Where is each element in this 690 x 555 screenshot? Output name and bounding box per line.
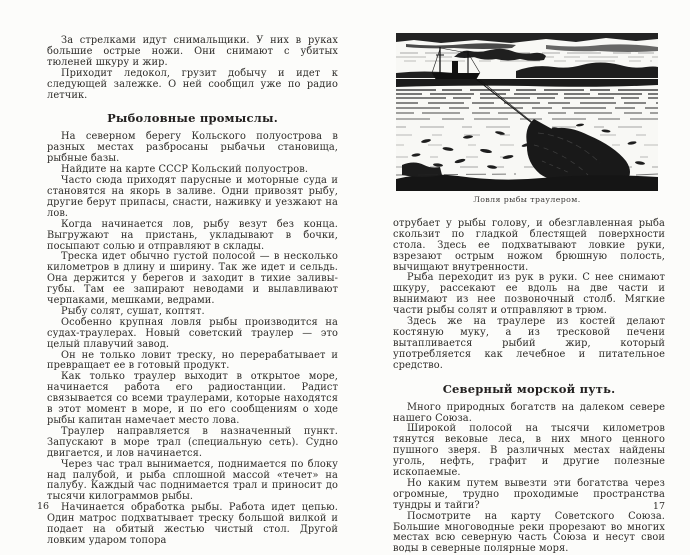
paragraph: За стрелками идут снимальщики. У них в руках большие острые ножи. Они снимают с убитых тюленей шкуру и жир. <box>47 35 338 68</box>
section-heading-fishing: Рыболовные промыслы. <box>107 111 278 126</box>
page-number-left: 16 <box>37 501 50 512</box>
paragraph: Он не только ловит треску, но перерабатывает и превращает ее в готовый продукт. <box>47 349 338 372</box>
left-body-text <box>47 132 338 546</box>
paragraph: Треска идет обычно густой полосой — в несколько километров в длину и ширину. Так же идет и сельдь. Она держится у берегов и заходит в тихие заливы-губы. Там ее запирают неводами и вылавливают черпаками, мешками, ведрами. <box>47 251 338 307</box>
paragraph: Посмотрите на карту Советского Союза. Большие многоводные реки прорезают во многих местах всю северную часть Союза и несут свои воды в северные полярные моря. <box>393 510 665 555</box>
paragraph: Часто сюда приходят парусные и моторные суда и становятся на якорь в заливе. Одни привозят рыбу, другие берут припасы, снасти, наживку и уезжают на лов. <box>47 175 338 219</box>
paragraph: Но каким путем вывезти эти богатства через огромные, трудно проходимые пространства тундры и тайги? <box>393 477 665 511</box>
paragraph: Приходит ледокол, грузит добычу и идет к следующей залежке. О ней сообщил уже по радио летчик. <box>47 67 338 101</box>
paragraph: Много природных богатств на далеком севере нашего Союза. <box>393 401 665 424</box>
paragraph: На северном берегу Кольского полуострова в разных местах разбросаны рыбачьи становища, рыбные базы. <box>47 131 338 165</box>
paragraph: Как только траулер выходит в открытое море, начинается работа его радиостанции. Радист связывается со всеми траулерами, которые находятся в этот момент в море, и по его сообщениям о ходе рыбы капитан намечает место лова. <box>47 371 338 426</box>
trawler-illustration <box>396 33 658 191</box>
page-number-right: 17 <box>652 501 665 512</box>
right-body-text <box>393 403 665 555</box>
paragraph: Через час трал вынимается, поднимается по блоку над палубой, и рыба сплошной массой «течет» на палубу. Каждый час поднимается трал и приносит до тысячи килограммов рыбы. <box>47 458 338 503</box>
paragraph: Рыбу солят, сушат, коптят. <box>61 305 205 317</box>
paragraph: Найдите на карте СССР Кольский полуостров. <box>61 164 309 176</box>
right-page <box>393 33 665 555</box>
section-heading-northern-sea-route: Северный морской путь. <box>442 381 616 396</box>
paragraph: Траулер направляется в назначенный пункт. Запускают в море трал (специальную сеть). Судно двигается, и лов начинается. <box>47 425 338 459</box>
paragraph: Широкой полосой на тысячи километров тянутся вековые леса, в них много ценного пушного зверя. В различных местах найдены уголь, нефть, графит и другие полезные ископаемые. <box>393 423 665 479</box>
paragraph: Когда начинается лов, рыбу везут без конца. Выгружают на пристань, укладывают в бочки, посыпают солью и отправляют в склады. <box>47 218 338 252</box>
trawler-illustration-image <box>396 33 658 191</box>
left-intro-text <box>47 36 338 101</box>
paragraph: Рыба переходит из рук в руки. С нее снимают шкуру, рассекают ее вдоль на две части и вынимают из нее позвоночный столб. Мягкие части рыбы солят и отправляют в трюм. <box>393 272 665 317</box>
paragraph: Начинается обработка рыбы. Работа идет цепью. Один матрос подхватывает треску большой вилкой и подает на обитый жестью чистый стол. Другой ловким ударом топора <box>47 502 338 546</box>
right-intro-text <box>393 219 665 372</box>
paragraph: Особенно крупная ловля рыбы производится на судах-траулерах. Новый советский траулер — это целый плавучий завод. <box>47 316 338 350</box>
paragraph: отрубает у рыбы голову, и обезглавленная рыба скользит по гладкой блестящей поверхности стола. Здесь ее подхватывают ловкие руки, взрезают острым ножом брюшную полость, вычищают внутренности. <box>393 217 665 273</box>
paragraph: Здесь же на траулере из костей делают костяную муку, а из тресковой печени вытапливается рыбий жир, который употребляется как лечебное и питательное средство. <box>393 316 665 371</box>
illustration-caption: Ловля рыбы траулером. <box>473 195 581 204</box>
left-page <box>47 36 338 547</box>
